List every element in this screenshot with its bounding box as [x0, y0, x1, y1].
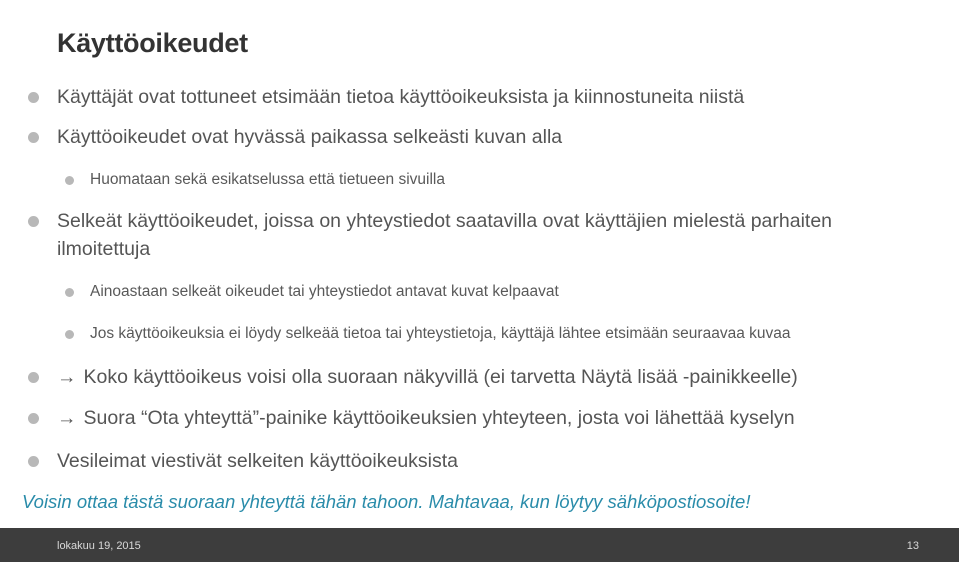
bullet-icon: [28, 132, 39, 143]
bullet-item-text: Koko käyttöoikeus voisi olla suoraan näkyvillä (ei tarvetta Näytä lisää -painikkeelle): [83, 366, 798, 388]
footer-date: lokakuu 19, 2015: [57, 540, 141, 552]
bullet-icon: [28, 456, 39, 467]
bullet-icon: [28, 413, 39, 424]
sub-bullet-icon: [65, 176, 74, 185]
footer-bar: [0, 528, 959, 562]
bullet-item: Selkeät käyttöoikeudet, joissa on yhteystiedot saatavilla ovat käyttäjien mielestä parhaiten ilmoitettuja: [57, 210, 833, 260]
bullet-item: Käyttöoikeudet ovat hyvässä paikassa selkeästi kuvan alla: [57, 126, 563, 148]
bullet-item-arrow: [57, 363, 798, 391]
bullet-item-arrow: [57, 404, 795, 432]
arrow-right-icon: →: [57, 366, 77, 388]
bullet-icon: [28, 92, 39, 103]
bullet-icon: [28, 216, 39, 227]
sub-bullet-item: Jos käyttöoikeuksia ei löydy selkeää tietoa tai yhteystietoja, käyttäjä lähtee etsimään seuraavaa kuvaa: [90, 325, 791, 342]
sub-bullet-item: Ainoastaan selkeät oikeudet tai yhteystiedot antavat kuvat kelpaavat: [90, 283, 559, 300]
sub-bullet-item: Huomataan sekä esikatselussa että tietueen sivuilla: [90, 171, 445, 188]
slide-title: Käyttöoikeudet: [57, 28, 248, 58]
sub-bullet-icon: [65, 288, 74, 297]
bullet-item: Vesileimat viestivät selkeiten käyttöoikeuksista: [57, 450, 459, 472]
user-quote: Voisin ottaa tästä suoraan yhteyttä tähän tahoon. Mahtavaa, kun löytyy sähköpostiosoite!: [22, 491, 751, 512]
bullet-icon: [28, 372, 39, 383]
bullet-item-text: Suora “Ota yhteyttä”-painike käyttöoikeuksien yhteyteen, josta voi lähettää kyselyn: [83, 407, 795, 429]
arrow-right-icon: →: [57, 407, 77, 429]
bullet-item: Käyttäjät ovat tottuneet etsimään tietoa käyttöoikeuksista ja kiinnostuneita niistä: [57, 86, 745, 108]
page-number: 13: [906, 540, 919, 552]
sub-bullet-icon: [65, 330, 74, 339]
